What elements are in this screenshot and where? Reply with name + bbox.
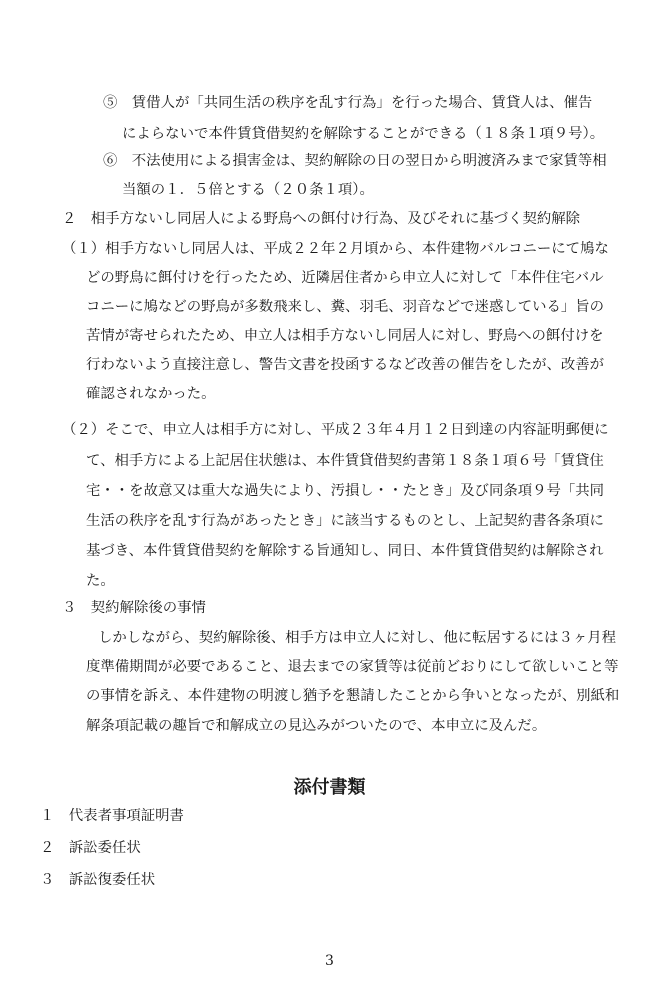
attachment-item: ３ 訴訟復委任状: [40, 872, 156, 888]
section2-para1-line: （１）相手方ないし同居人は、平成２２年２月頃から、本件建物バルコニーにて鳩な: [62, 241, 609, 257]
attachment-item: １ 代表者事項証明書: [40, 808, 184, 824]
section3-heading: ３ 契約解除後の事情: [62, 600, 206, 616]
section3-para-line: 度準備期間が必要であること、退去までの家賃等は従前どおりにして欲しいこと等: [86, 659, 619, 675]
section3-para-line: の事情を訴え、本件建物の明渡し猶予を懇請したことから争いとなったが、別紙和: [86, 688, 620, 704]
item6-line2: 当額の１．５倍とする（２０条１項）。: [122, 182, 374, 198]
section2-para2-line: て、相手方による上記居住状態は、本件賃貸借契約書第１８条１項６号「賃貸住: [86, 453, 604, 469]
section2-para2-line: 基づき、本件賃貸借契約を解除する旨通知し、同日、本件賃貸借契約は解除され: [86, 543, 604, 559]
attachment-item: ２ 訴訟委任状: [40, 840, 141, 856]
item6-line1: ⑥ 不法使用による損害金は、契約解除の日の翌日から明渡済みまで家賃等相: [103, 153, 607, 169]
section2-para2-line: （２）そこで、申立人は相手方に対し、平成２３年４月１２日到達の内容証明郵便に: [62, 422, 609, 438]
section2-para2-line: 宅・・を故意又は重大な過失により、汚損し・・たとき」及び同条項９号「共同: [86, 483, 605, 499]
section2-para1-line: コニーに鳩などの野鳥が多数飛来し、糞、羽毛、羽音などで迷惑している」旨の: [86, 299, 605, 315]
item5-line2: によらないで本件賃貸借契約を解除することができる（１８条１項９号）。: [122, 126, 605, 142]
page-number: 3: [325, 953, 334, 969]
section3-para-line: 解条項記載の趣旨で和解成立の見込みがついたので、本申立に及んだ。: [86, 718, 547, 734]
section2-para2-line: 生活の秩序を乱す行為があったとき」に該当するものとし、上記契約書各条項に: [86, 513, 604, 529]
item5-line1: ⑤ 賃借人が「共同生活の秩序を乱す行為」を行った場合、賃貸人は、催告: [103, 95, 593, 111]
attachments-title: 添付書類: [293, 777, 366, 798]
section2-para2-line: た。: [86, 573, 115, 589]
section3-para-line: しかしながら、契約解除後、相手方は申立人に対し、他に転居するには３ヶ月程: [98, 630, 617, 646]
section2-para1-line: 確認されなかった。: [86, 386, 216, 402]
section2-para1-line: どの野鳥に餌付けを行ったため、近隣居住者から申立人に対して「本件住宅バル: [86, 270, 604, 286]
section2-para1-line: 行わないよう直接注意し、警告文書を投函するなど改善の催告をしたが、改善が: [86, 357, 605, 373]
section2-para1-line: 苦情が寄せられたため、申立人は相手方ないし同居人に対し、野鳥への餌付けを: [86, 328, 604, 344]
section2-heading: ２ 相手方ないし同居人による野鳥への餌付け行為、及びそれに基づく契約解除: [62, 211, 581, 227]
